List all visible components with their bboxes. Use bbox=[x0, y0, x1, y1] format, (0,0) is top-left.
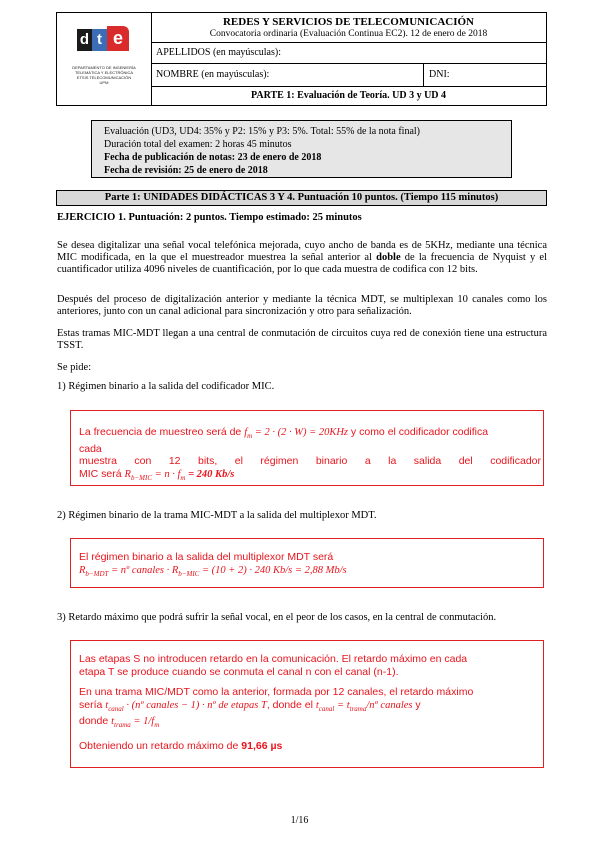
duracion-text: Duración total del examen: 2 horas 45 minutos bbox=[104, 139, 292, 150]
exam-subtitle: Convocatoria ordinaria (Evaluación Continua EC2). 12 de enero de 2018 bbox=[209, 29, 488, 39]
answer-3-line-4: sería $t_{canal}$ · (nº canales − 1) · nº de etapas T, donde el $t_{canal}$ = $t_{trama}/nº$ canales y bbox=[79, 698, 421, 713]
answer-3-line-5: donde $t_{trama} = 1/f_m$ bbox=[79, 715, 160, 730]
logo-line-1: DEPARTAMENTO DE INGENIERÍA bbox=[72, 65, 136, 70]
question-2: 2) Régimen binario de la trama MIC-MDT a la salida del multiplexor MDT. bbox=[57, 510, 377, 521]
answer-3-line-3: En una trama MIC/MDT como la anterior, formada por 12 canales, el retardo máximo bbox=[79, 686, 474, 698]
apellidos-row bbox=[151, 43, 546, 64]
header-table bbox=[56, 12, 547, 106]
evaluation-info-box bbox=[91, 120, 512, 178]
p1-bold: doble bbox=[376, 252, 401, 263]
nombre-cell bbox=[151, 64, 424, 86]
logo-line-2: TELEMÁTICA Y ELECTRÓNICA bbox=[74, 70, 134, 75]
apellidos-label: APELLIDOS (en mayúsculas): bbox=[156, 47, 281, 58]
evaluacion-text: Evaluación (UD3, UD4: 35% y P2: 15% y P3: 5%. Total: 55% de la nota final) bbox=[104, 126, 421, 137]
logo-line-3: ETSIS TELECOMUNICACIÓN bbox=[76, 75, 132, 80]
parte-label: PARTE 1: Evaluación de Teoría. UD 3 y UD 4 bbox=[250, 90, 447, 101]
question-3: 3) Retardo máximo que podrá sufrir la señal vocal, en el peor de los casos, en la central de conmutación. bbox=[57, 612, 497, 623]
dni-label: DNI: bbox=[429, 69, 450, 80]
answer-1-line-2: cada bbox=[79, 442, 102, 455]
answer-box-1 bbox=[70, 410, 544, 486]
exercise-paragraph-3: Estas tramas MIC-MDT llegan a una central de conmutación de circuitos cuya red de conexión tiene una estructura TSST. bbox=[57, 328, 547, 351]
answer-box-2 bbox=[70, 538, 544, 588]
answer-3-line-2: etapa T se produce cuando se conmuta el canal n con el canal (n-1). bbox=[79, 665, 399, 678]
parte-row bbox=[151, 87, 546, 105]
answer-1-line-4: MIC será $R_{b-MIC} = n \cdot f_m = 240$ Kb/s bbox=[79, 467, 235, 482]
answer-3-line-6: Obteniendo un retardo máximo de 91,66 µs bbox=[79, 739, 283, 752]
question-1: 1) Régimen binario a la salida del codificador MIC. bbox=[57, 381, 275, 392]
page-number: 1/16 bbox=[290, 815, 309, 826]
exercise-paragraph-1 bbox=[57, 240, 547, 276]
exam-title: REDES Y SERVICIOS DE TELECOMUNICACIÓN bbox=[222, 16, 475, 28]
dte-logo-mark: d t e bbox=[77, 29, 129, 51]
title-row bbox=[151, 13, 546, 43]
answer-1-line-3: muestra con 12 bits, el régimen binario a la salida del codificador bbox=[79, 455, 541, 468]
department-logo bbox=[57, 13, 152, 105]
part-heading-bar: Parte 1: UNIDADES DIDÁCTICAS 3 Y 4. Puntuación 10 puntos. (Tiempo 115 minutos) bbox=[56, 190, 547, 206]
logo-line-4: UPM bbox=[99, 80, 109, 85]
answer-1-line-1: La frecuencia de muestreo será de $f_m = 2 \cdot (2 \cdot W) = 20KHz$ y como el codificador codifica bbox=[79, 426, 489, 441]
answer-3-line-1: Las etapas S no introducen retardo en la comunicación. El retardo máximo en cada bbox=[79, 653, 468, 665]
p1-text-b: de la frecuencia de Nyquist y el cuantificador utiliza 4096 niveles de cuantificación, por lo que cada muestra de codifica con 12 bits. bbox=[57, 252, 547, 275]
answer-2-line-1: El régimen binario a la salida del multiplexor MDT será bbox=[79, 551, 334, 563]
nombre-row bbox=[151, 64, 546, 87]
publicacion-text: Fecha de publicación de notas: 23 de enero de 2018 bbox=[104, 152, 322, 163]
se-pide-label: Se pide: bbox=[57, 362, 92, 373]
exercise-title: EJERCICIO 1. Puntuación: 2 puntos. Tiempo estimado: 25 minutos bbox=[57, 212, 362, 223]
p1-text-a: Se desea digitalizar una señal vocal telefónica mejorada, cuyo ancho de banda es de 5KHz, mediante una técnica MIC modificada, en la que el muestreador muestrea la señal anterior al bbox=[57, 240, 547, 263]
revision-text: Fecha de revisión: 25 de enero de 2018 bbox=[104, 165, 268, 176]
answer-2-equation: $R_{b-MDT}$ = nº canales · $R_{b-MIC} = (10 + 2) \cdot 240$ Kb/s = 2,88 Mb/s bbox=[79, 564, 347, 578]
answer-box-3 bbox=[70, 640, 544, 768]
exercise-paragraph-2: Después del proceso de digitalización anterior y mediante la técnica MDT, se multiplexan 10 canales como los anteriores, junto con un canal adicional para sincronización y otro para señalización. bbox=[57, 294, 547, 317]
nombre-label: NOMBRE (en mayúsculas): bbox=[156, 69, 270, 80]
